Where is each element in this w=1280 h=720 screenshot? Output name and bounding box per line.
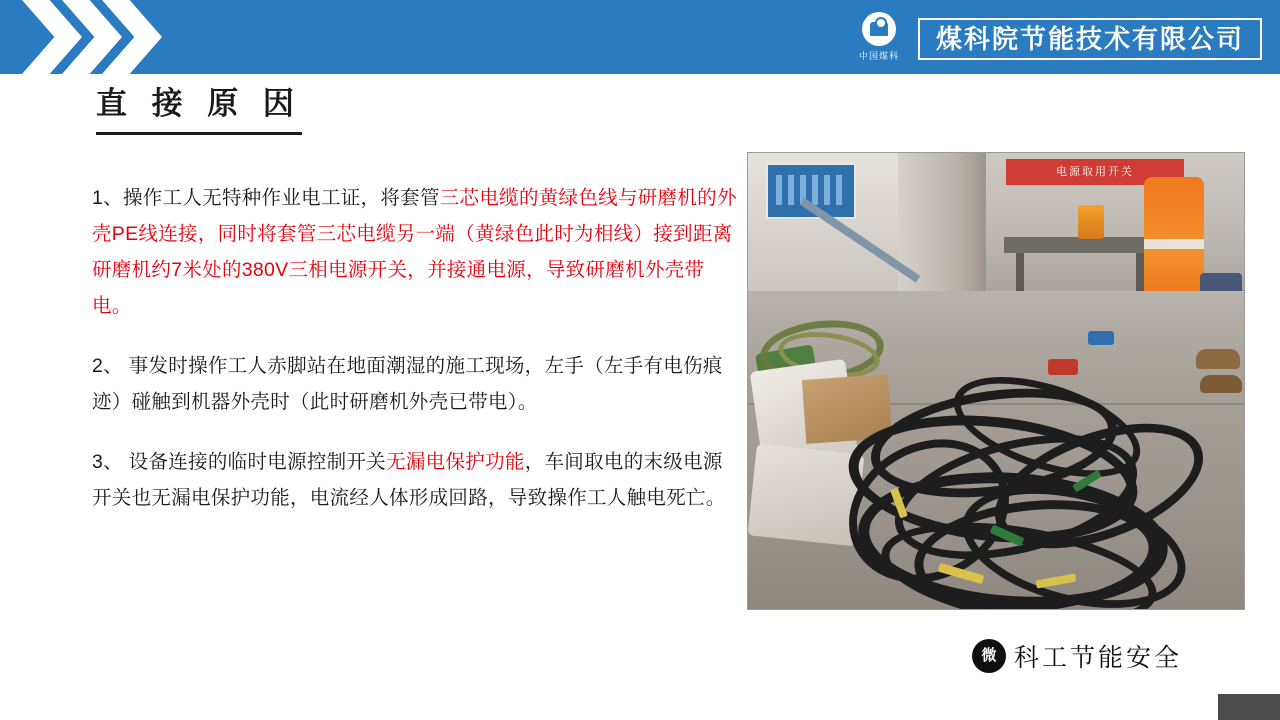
photo-worker-vest-stripe <box>1144 239 1204 249</box>
watermark <box>972 638 1182 674</box>
page-title: 直 接 原 因 <box>96 84 302 135</box>
wechat-badge-icon: 微 <box>972 639 1006 673</box>
photo-blue-object <box>1088 331 1114 345</box>
photo-shoe <box>1196 349 1240 369</box>
run-text: 3、 设备连接的临时电源控制开关 <box>92 450 387 473</box>
run-text: ，车间取电的末级电源开关也无漏电保护功能，电流经人体形成回路，导致操作工人触电死亡。 <box>92 450 726 509</box>
run-text: 1、操作工人无特种作业电工证，将套管 <box>92 186 440 209</box>
accident-scene-photo <box>747 152 1245 610</box>
run-text-highlight: 无漏电保护功能 <box>386 450 525 473</box>
slide-body <box>92 160 737 516</box>
watermark-text: 科工节能安全 <box>1014 644 1183 672</box>
corner-block <box>1218 694 1280 720</box>
company-logo <box>848 12 910 64</box>
photo-banner-text: 电源取用开关 <box>1006 159 1184 185</box>
photo-red-object <box>1048 359 1078 375</box>
photo-cable-pile <box>840 381 1210 609</box>
paragraph-3 <box>92 444 737 516</box>
paragraph-2 <box>92 348 737 420</box>
run-text-highlight: 三芯电缆的黄绿色线与研磨机的外壳PE线连接，同时将套管三芯电缆另一端（黄绿色此时为相线）接到距离研磨机约7米处的380V三相电源开关，并接通电源，导致研磨机外壳带电。 <box>92 186 737 317</box>
photo-orange-container <box>1078 205 1104 239</box>
company-name: 煤科院节能技术有限公司 <box>918 18 1262 60</box>
run-text: 2、 事发时操作工人赤脚站在地面潮湿的施工现场，左手（左手有电伤痕迹）碰触到机器外壳时（此时研磨机外壳已带电）。 <box>92 354 723 413</box>
header-bar <box>0 0 1280 74</box>
paragraph-1 <box>92 180 737 324</box>
photo-table-top <box>1004 237 1154 253</box>
chevron-decoration <box>0 0 190 74</box>
logo-label: 中国煤科 <box>858 51 899 61</box>
coal-logo-icon <box>862 12 896 46</box>
